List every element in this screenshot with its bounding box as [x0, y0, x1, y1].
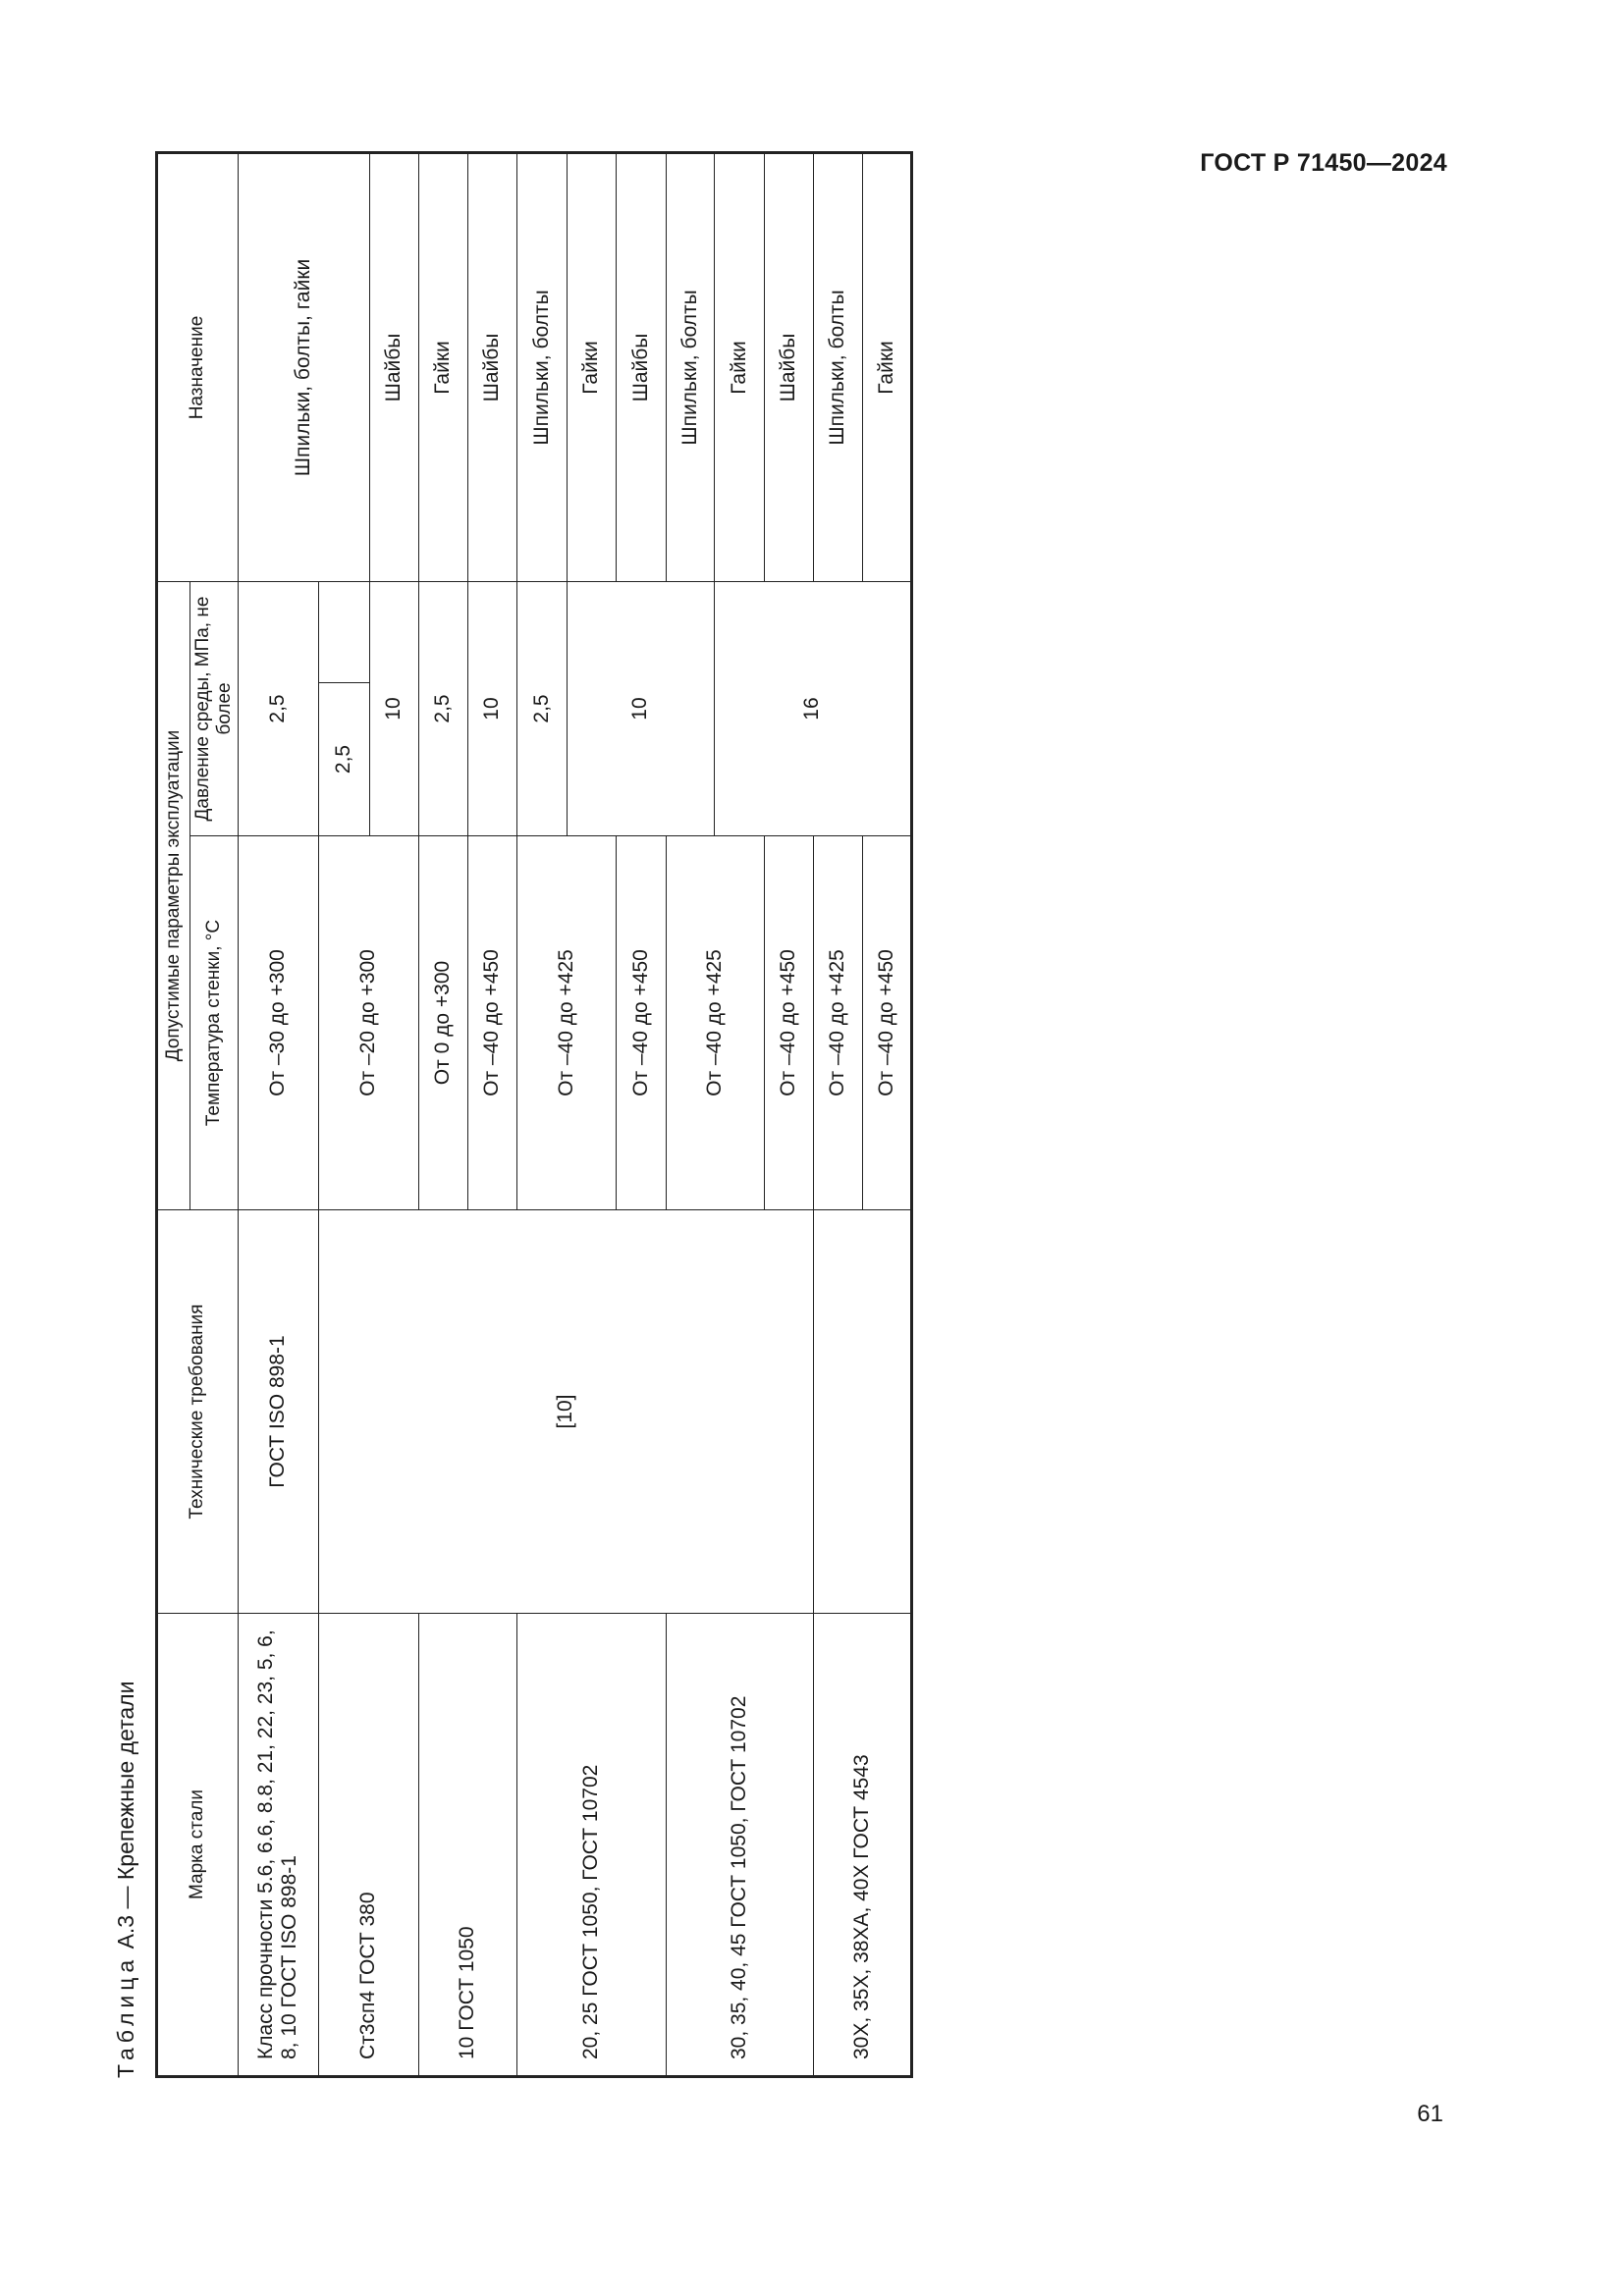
table-row	[666, 153, 714, 2077]
table-row	[516, 153, 567, 2077]
rotated-table-block	[113, 154, 938, 2078]
document-header: ГОСТ Р 71450—2024	[1200, 149, 1447, 177]
table-row	[238, 153, 318, 2077]
marka-cell: 20, 25 ГОСТ 1050, ГОСТ 10702	[516, 1614, 666, 2077]
temp-cell: От –30 до +300	[238, 836, 318, 1210]
temp-cell: От –40 до +425	[516, 836, 616, 1210]
header-naznach: Назначение	[157, 153, 239, 582]
naznach-cell: Гайки	[567, 153, 616, 582]
naznach-cell: Шайбы	[467, 153, 516, 582]
caption-text: А.3 — Крепежные детали	[113, 1681, 138, 1949]
temp-cell: От 0 до +300	[418, 836, 467, 1210]
temp-cell: От –40 до +450	[467, 836, 516, 1210]
naznach-cell: Шайбы	[616, 153, 666, 582]
pressure-blank	[318, 582, 369, 683]
caption-prefix: Таблица	[113, 1954, 138, 2078]
page-number: 61	[1417, 2101, 1443, 2127]
temp-cell: От –20 до +300	[318, 836, 418, 1210]
naznach-cell: Гайки	[714, 153, 764, 582]
header-params: Допустимые параметры эксплуатации	[157, 582, 190, 1210]
marka-cell: 30Х, 35Х, 38ХА, 40Х ГОСТ 4543	[813, 1614, 911, 2077]
header-tech: Технические требования	[157, 1210, 239, 1614]
table-caption	[113, 1682, 139, 2078]
temp-cell: От –40 до +425	[813, 836, 862, 1210]
marka-cell: Ст3сп4 ГОСТ 380	[318, 1614, 418, 2077]
naznach-cell: Гайки	[418, 153, 467, 582]
header-pressure: Давление среды, МПа, не более	[190, 582, 239, 836]
marka-cell: 10 ГОСТ 1050	[418, 1614, 516, 2077]
pressure-cell: 2,5	[418, 582, 467, 836]
pressure-cell: 10	[567, 582, 714, 836]
marka-cell: Класс прочности 5.6, 6.6, 8.8, 21, 22, 23, 5, 6, 8, 10 ГОСТ ISO 898-1	[238, 1614, 318, 2077]
header-row	[157, 153, 190, 2077]
temp-cell: От –40 до +450	[616, 836, 666, 1210]
header-temp: Температура стенки, °С	[190, 836, 239, 1210]
tech-blank	[813, 1210, 862, 1614]
tech-cell: ГОСТ ISO 898-1	[238, 1210, 318, 1614]
naznach-cell: Шпильки, болты, гайки	[238, 153, 369, 582]
temp-cell: От –40 до +450	[764, 836, 813, 1210]
pressure-cell: 2,5	[516, 582, 567, 836]
naznach-cell: Шпильки, болты	[516, 153, 567, 582]
pressure-cell: 16	[714, 582, 911, 836]
table-row	[418, 153, 467, 2077]
pressure-cell: 2,5	[238, 582, 318, 836]
marka-cell: 30, 35, 40, 45 ГОСТ 1050, ГОСТ 10702	[666, 1614, 813, 2077]
pressure-cell: 10	[369, 582, 418, 836]
header-marka: Марка стали	[157, 1614, 239, 2077]
naznach-cell: Шпильки, болты	[813, 153, 862, 582]
naznach-cell: Шайбы	[369, 153, 418, 582]
fasteners-table	[155, 151, 913, 2078]
pressure-cell: 2,5	[318, 683, 369, 836]
table-row	[813, 153, 862, 2077]
pressure-cell: 10	[467, 582, 516, 836]
temp-cell: От –40 до +450	[862, 836, 911, 1210]
naznach-cell: Гайки	[862, 153, 911, 582]
naznach-cell: Шайбы	[764, 153, 813, 582]
temp-cell: От –40 до +425	[666, 836, 764, 1210]
tech-cell: [10]	[318, 1210, 813, 1614]
naznach-cell: Шпильки, болты	[666, 153, 714, 582]
tech-blank	[862, 1210, 911, 1614]
